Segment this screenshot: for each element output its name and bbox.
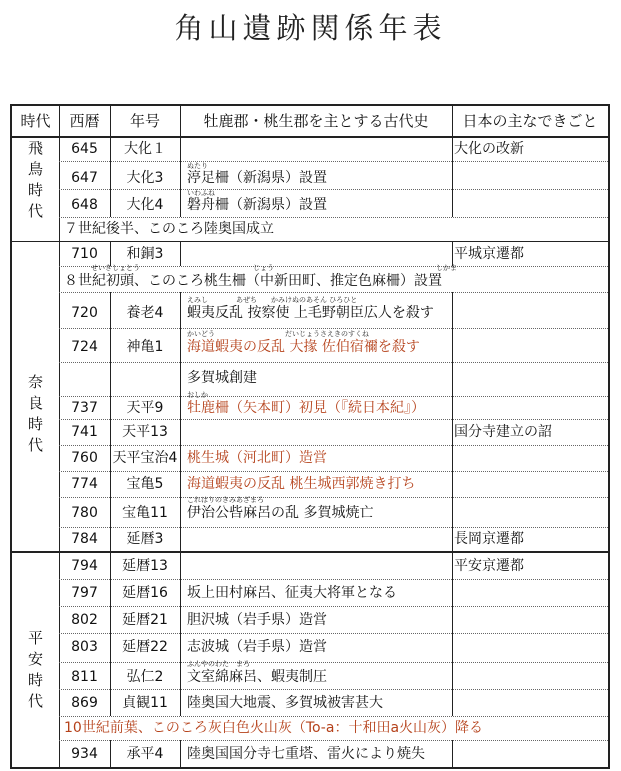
event-cell: 文室綿麻呂、蝦夷制圧 [187,669,327,685]
table-header [12,106,608,138]
col-divider [180,241,181,266]
nengo-cell: 神亀1 [126,339,164,355]
event-cell: 蝦夷反乱 按察使 上毛野朝臣広人を殺す [187,305,434,321]
row-separator [59,362,608,363]
japan-event-cell: 平安京遷都 [454,558,524,574]
era-divider-asuka-nara [12,241,608,242]
nengo-cell: 承平4 [126,746,164,762]
event-cell-highlight: 海道蝦夷の反乱 桃生城西郭焼き打ち [187,476,416,492]
row-separator [59,328,608,329]
ruby-annotation: せいきしょとう [91,264,140,272]
era-asuka: 飛 鳥 時 代 [27,139,43,220]
nengo-cell: 大化4 [126,197,164,213]
event-cell: 伊治公呰麻呂の乱 多賀城焼亡 [187,505,374,521]
nengo-cell: 延暦3 [126,531,164,547]
header-japan-events: 日本の主なできごと [462,112,598,130]
ruby-annotation: ふんやのわた まろ [187,660,250,668]
page-title: 角山遺跡関係年表 [174,11,447,45]
ruby-annotation: かいどう だいじょうさえきのすくね [187,330,369,338]
event-cell-highlight: 牡鹿柵（矢本町）初見（『続日本紀』） [187,400,425,416]
chronology-table [10,104,610,769]
nengo-cell: 天平9 [126,400,164,416]
nengo-cell: 和銅3 [126,246,164,262]
era-divider-nara-heian [12,551,608,553]
event-cell-highlight: 桃生城（河北町）造営 [187,450,327,466]
nengo-cell: 宝亀11 [122,505,168,521]
event-cell: 磐舟柵（新潟県）設置 [187,197,327,213]
nengo-cell: 貞観11 [122,695,168,711]
col-divider-nengo-hdr [180,106,181,136]
era-heian: 平 安 時 代 [27,629,43,710]
ruby-annotation: これはりのきみあざまろ [187,496,264,504]
year-cell: 811 [71,669,98,685]
nengo-cell: 延暦22 [122,639,168,655]
ruby-annotation: しかま [436,264,457,272]
row-separator [59,445,608,446]
nengo-cell: 天平宝治4 [112,450,178,466]
year-cell: 741 [71,424,98,440]
nengo-cell: 延暦13 [122,558,168,574]
event-cell-highlight: 海道蝦夷の反乱 大掾 佐伯宿禰を殺す [187,339,420,355]
col-divider [452,136,453,217]
col-divider [452,553,453,716]
nengo-cell: 大化3 [126,170,164,186]
span-note-7c: ７世紀後半、このころ陸奥国成立 [64,221,274,237]
year-cell: 737 [71,400,98,416]
year-cell: 803 [71,639,98,655]
japan-event-cell: 長岡京遷都 [454,531,524,547]
row-separator [59,662,608,663]
nengo-cell: 宝亀5 [126,476,164,492]
japan-event-cell: 平城京遷都 [454,246,524,262]
year-cell: 647 [71,170,98,186]
year-cell: 784 [71,531,98,547]
event-cell: 胆沢城（岩手県）造営 [187,612,327,628]
span-note-8c: ８世紀初頭、このころ桃生柵（中新田町、推定色麻柵）設置 [64,273,442,289]
year-cell: 760 [71,450,98,466]
event-cell: 坂上田村麻呂、征夷大将軍となる [187,585,397,601]
year-cell: 648 [71,197,98,213]
col-divider-local-hdr [452,106,453,136]
year-cell: 774 [71,476,98,492]
col-divider-year-hdr [110,106,111,136]
col-divider [180,553,181,716]
year-cell: 780 [71,505,98,521]
year-cell: 724 [71,339,98,355]
header-nengo: 年号 [129,112,160,130]
event-cell: 渟足柵（新潟県）設置 [187,170,327,186]
year-cell: 794 [71,558,98,574]
year-cell: 934 [71,746,98,762]
japan-event-cell: 国分寺建立の詔 [454,424,552,440]
row-separator [59,497,608,498]
nengo-cell: 大化１ [124,141,166,157]
year-cell: 797 [71,585,98,601]
nengo-cell: 延暦21 [122,612,168,628]
event-cell: 志波城（岩手県）造営 [187,639,327,655]
col-divider [180,740,181,767]
span-note-10c: 10世紀前葉、このころ灰白色火山灰（To-a：十和田a火山灰）降る [64,720,484,736]
row-separator [59,606,608,607]
event-cell: 陸奥国大地震、多賀城被害甚大 [187,695,383,711]
row-separator [59,161,608,162]
year-cell: 802 [71,612,98,628]
year-cell: 645 [71,141,98,157]
year-cell: 710 [71,246,98,262]
era-nara: 奈 良 時 代 [27,373,43,454]
ruby-annotation: おしか [187,391,208,399]
nengo-cell: 弘仁2 [126,669,164,685]
col-divider [452,740,453,767]
row-separator [59,633,608,634]
col-divider [452,292,453,551]
ruby-annotation: じょう [253,264,274,272]
row-separator [59,471,608,472]
header-local-history: 牡鹿郡・桃生郡を主とする古代史 [203,112,429,130]
year-cell: 720 [71,305,98,321]
ruby-annotation: ぬたり [187,162,208,170]
japan-event-cell: 大化の改新 [454,141,524,157]
header-era: 時代 [20,112,51,130]
row-separator [59,266,608,267]
nengo-cell: 延暦16 [122,585,168,601]
nengo-cell: 天平13 [122,424,168,440]
header-year: 西暦 [69,112,100,130]
col-divider [180,136,181,217]
row-separator [59,689,608,690]
year-cell: 869 [71,695,98,711]
row-separator [59,579,608,580]
col-divider [452,241,453,266]
ruby-annotation: いわふね [187,189,215,197]
ruby-annotation: えみし あぜち かみけぬのあそん ひろひと [187,296,358,304]
event-cell: 陸奥国国分寺七重塔、雷火により焼失 [187,746,425,762]
event-cell: 多賀城創建 [187,370,257,386]
col-divider [180,292,181,551]
row-separator [59,740,608,741]
nengo-cell: 養老4 [126,305,164,321]
